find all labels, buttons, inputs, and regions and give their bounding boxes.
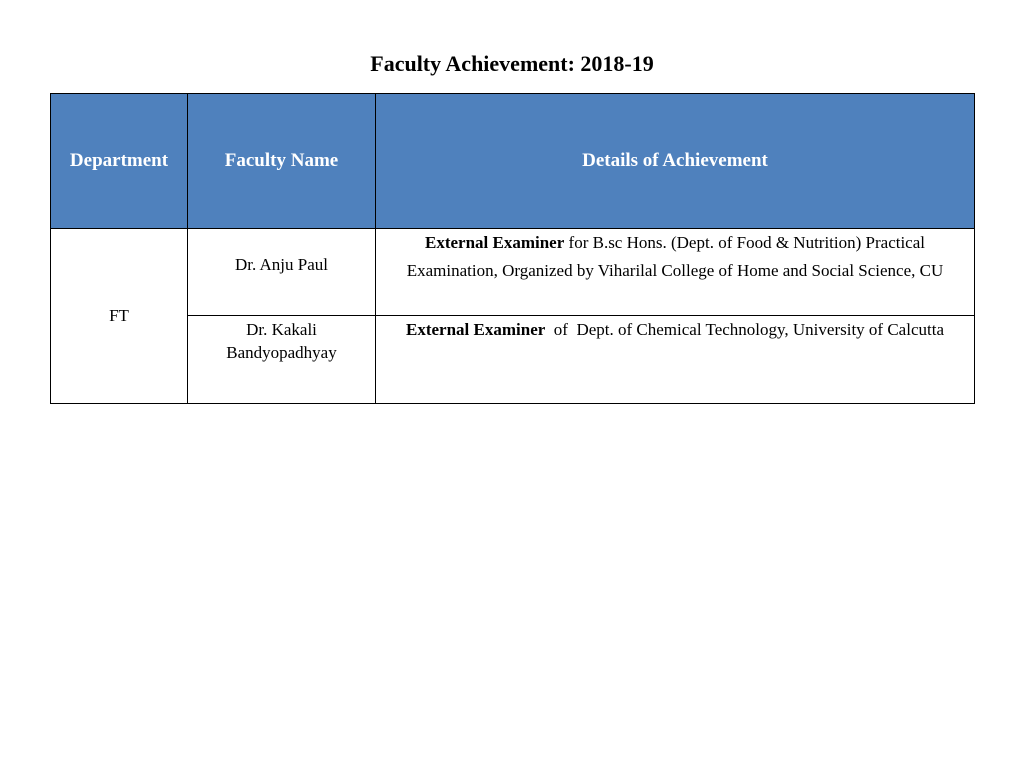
details-cell — [376, 316, 975, 404]
details-text: of Dept. of Chemical Technology, University of Calcutta — [545, 320, 944, 339]
details-lead: External Examiner — [424, 233, 565, 252]
page-title: Faculty Achievement: 2018-19 — [370, 51, 654, 76]
table-header-row — [51, 94, 975, 229]
department-cell: FT — [51, 229, 188, 404]
achievement-table — [50, 93, 975, 404]
faculty-name-line2: Bandyopadhyay — [226, 343, 337, 362]
details-cell — [376, 229, 975, 316]
header-faculty-name: Faculty Name — [188, 94, 376, 229]
table-row — [51, 316, 975, 404]
header-department: Department — [51, 94, 188, 229]
faculty-name-cell: Dr. Anju Paul — [188, 229, 376, 316]
header-details: Details of Achievement — [376, 94, 975, 229]
details-lead: External Examiner — [406, 320, 546, 339]
faculty-name-cell — [188, 316, 376, 404]
details-text: for B.sc Hons. (Dept. of Food & Nutrition) Practical Examination, Organized by Viharilal College of Home and Social Science, CU — [406, 233, 944, 280]
table-row — [51, 229, 975, 316]
faculty-name-line1: Dr. Kakali — [246, 320, 317, 339]
